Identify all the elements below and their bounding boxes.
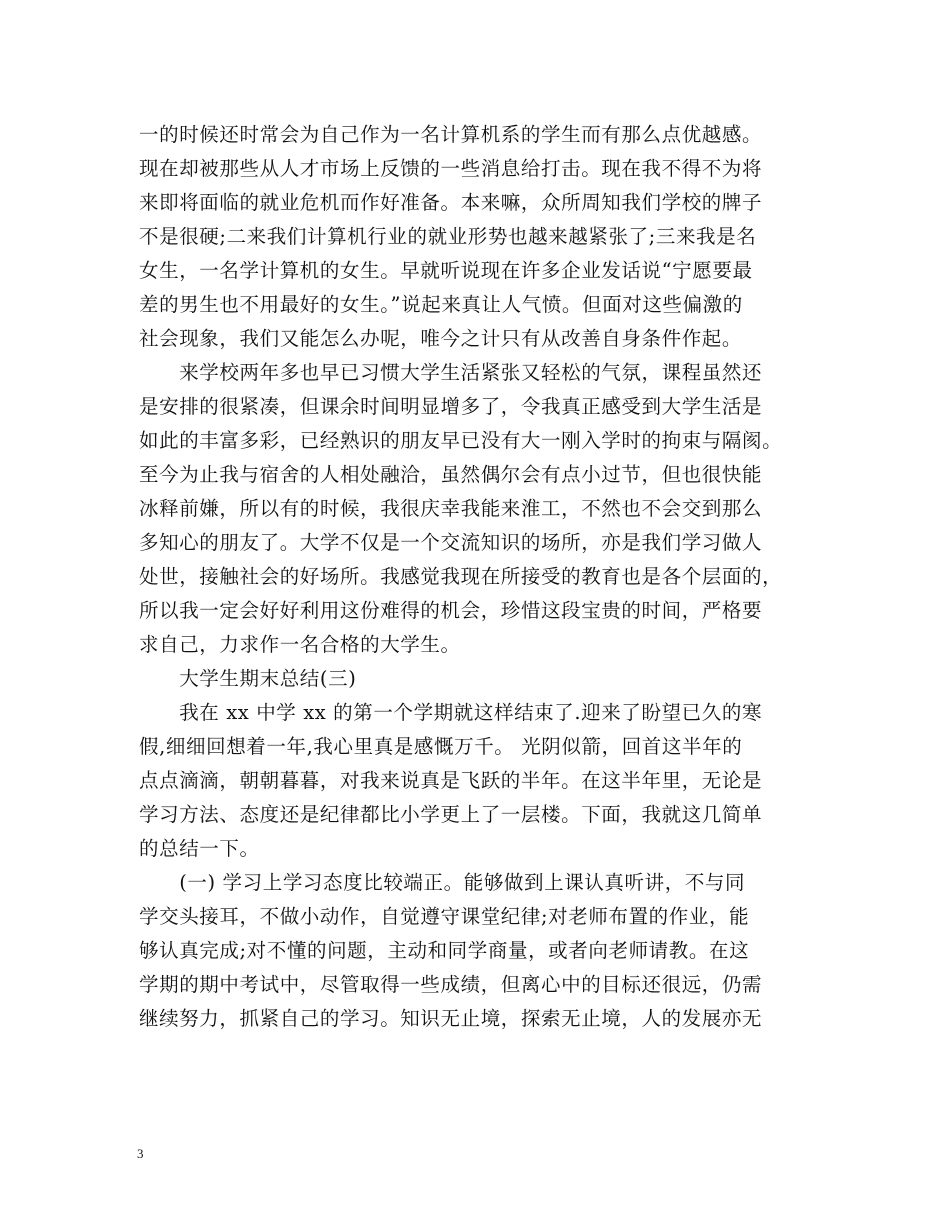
text-line-25: 够认真完成;对不懂的问题，主动和同学商量，或者向老师请教。在这 <box>139 939 750 962</box>
text-line-9: 是安排的很紧凑，但课余时间明显增多了，令我真正感受到大学生活是 <box>139 395 763 418</box>
section-heading: 大学生期末总结(三) <box>139 667 357 690</box>
text-line-24: 学交头接耳，不做小动作，自觉遵守课堂纪律;对老师布置的作业，能 <box>139 905 750 928</box>
text-line-10: 如此的丰富多彩，已经熟识的朋友早已没有大一刚入学时的拘束与隔阂。 <box>139 429 783 452</box>
text-line-11: 至今为止我与宿舍的人相处融洽，虽然偶尔会有点小过节，但也很快能 <box>139 463 763 486</box>
text-line-8: 来学校两年多也早已习惯大学生活紧张又轻松的气氛，课程虽然还 <box>139 361 763 384</box>
text-line-6: 差的男生也不用最好的女生。”说起来真让人气愤。但面对这些偏激的 <box>139 293 743 316</box>
text-line-5: 女生，一名学计算机的女生。早就听说现在许多企业发话说“宁愿要最 <box>139 259 753 282</box>
text-line-15: 所以我一定会好好利用这份难得的机会，珍惜这段宝贵的时间，严格要 <box>139 599 763 622</box>
text-line-20: 点点滴滴，朝朝暮暮，对我来说真是飞跃的半年。在这半年里，无论是 <box>139 769 763 792</box>
text-line-16: 求自己，力求作一名合格的大学生。 <box>139 633 461 656</box>
text-line-23: (一) 学习上学习态度比较端正。能够做到上课认真听讲，不与同 <box>139 871 746 894</box>
text-line-3: 来即将面临的就业危机而作好准备。本来嘛，众所周知我们学校的牌子 <box>139 191 763 214</box>
text-line-1: 一的时候还时常会为自己作为一名计算机系的学生而有那么点优越感。 <box>139 123 763 146</box>
text-line-13: 多知心的朋友了。大学不仅是一个交流知识的场所，亦是我们学习做人 <box>139 531 763 554</box>
text-line-27: 继续努力，抓紧自己的学习。知识无止境，探索无止境，人的发展亦无 <box>139 1007 763 1030</box>
text-line-2: 现在却被那些从人才市场上反馈的一些消息给打击。现在我不得不为将 <box>139 157 763 180</box>
text-line-26: 学期的期中考试中，尽管取得一些成绩，但离心中的目标还很远，仍需 <box>139 973 763 996</box>
body-text <box>139 118 819 1036</box>
page-number: 3 <box>137 1146 144 1161</box>
text-line-14: 处世，接触社会的好场所。我感觉我现在所接受的教育也是各个层面的， <box>139 565 783 588</box>
text-line-12: 冰释前嫌，所以有的时候，我很庆幸我能来淮工，不然也不会交到那么 <box>139 497 763 520</box>
text-line-22: 的总结一下。 <box>139 837 260 860</box>
text-line-19: 假,细细回想着一年,我心里真是感慨万千。 光阴似箭，回首这半年的 <box>139 735 743 758</box>
text-line-21: 学习方法、态度还是纪律都比小学更上了一层楼。下面，我就这几简单 <box>139 803 763 826</box>
text-line-18: 我在 xx 中学 xx 的第一个学期就这样结束了.迎来了盼望已久的寒 <box>139 701 763 724</box>
text-line-7: 社会现象，我们又能怎么办呢，唯今之计只有从改善自身条件作起。 <box>139 327 743 350</box>
text-line-4: 不是很硬;二来我们计算机行业的就业形势也越来越紧张了;三来我是名 <box>139 225 757 248</box>
